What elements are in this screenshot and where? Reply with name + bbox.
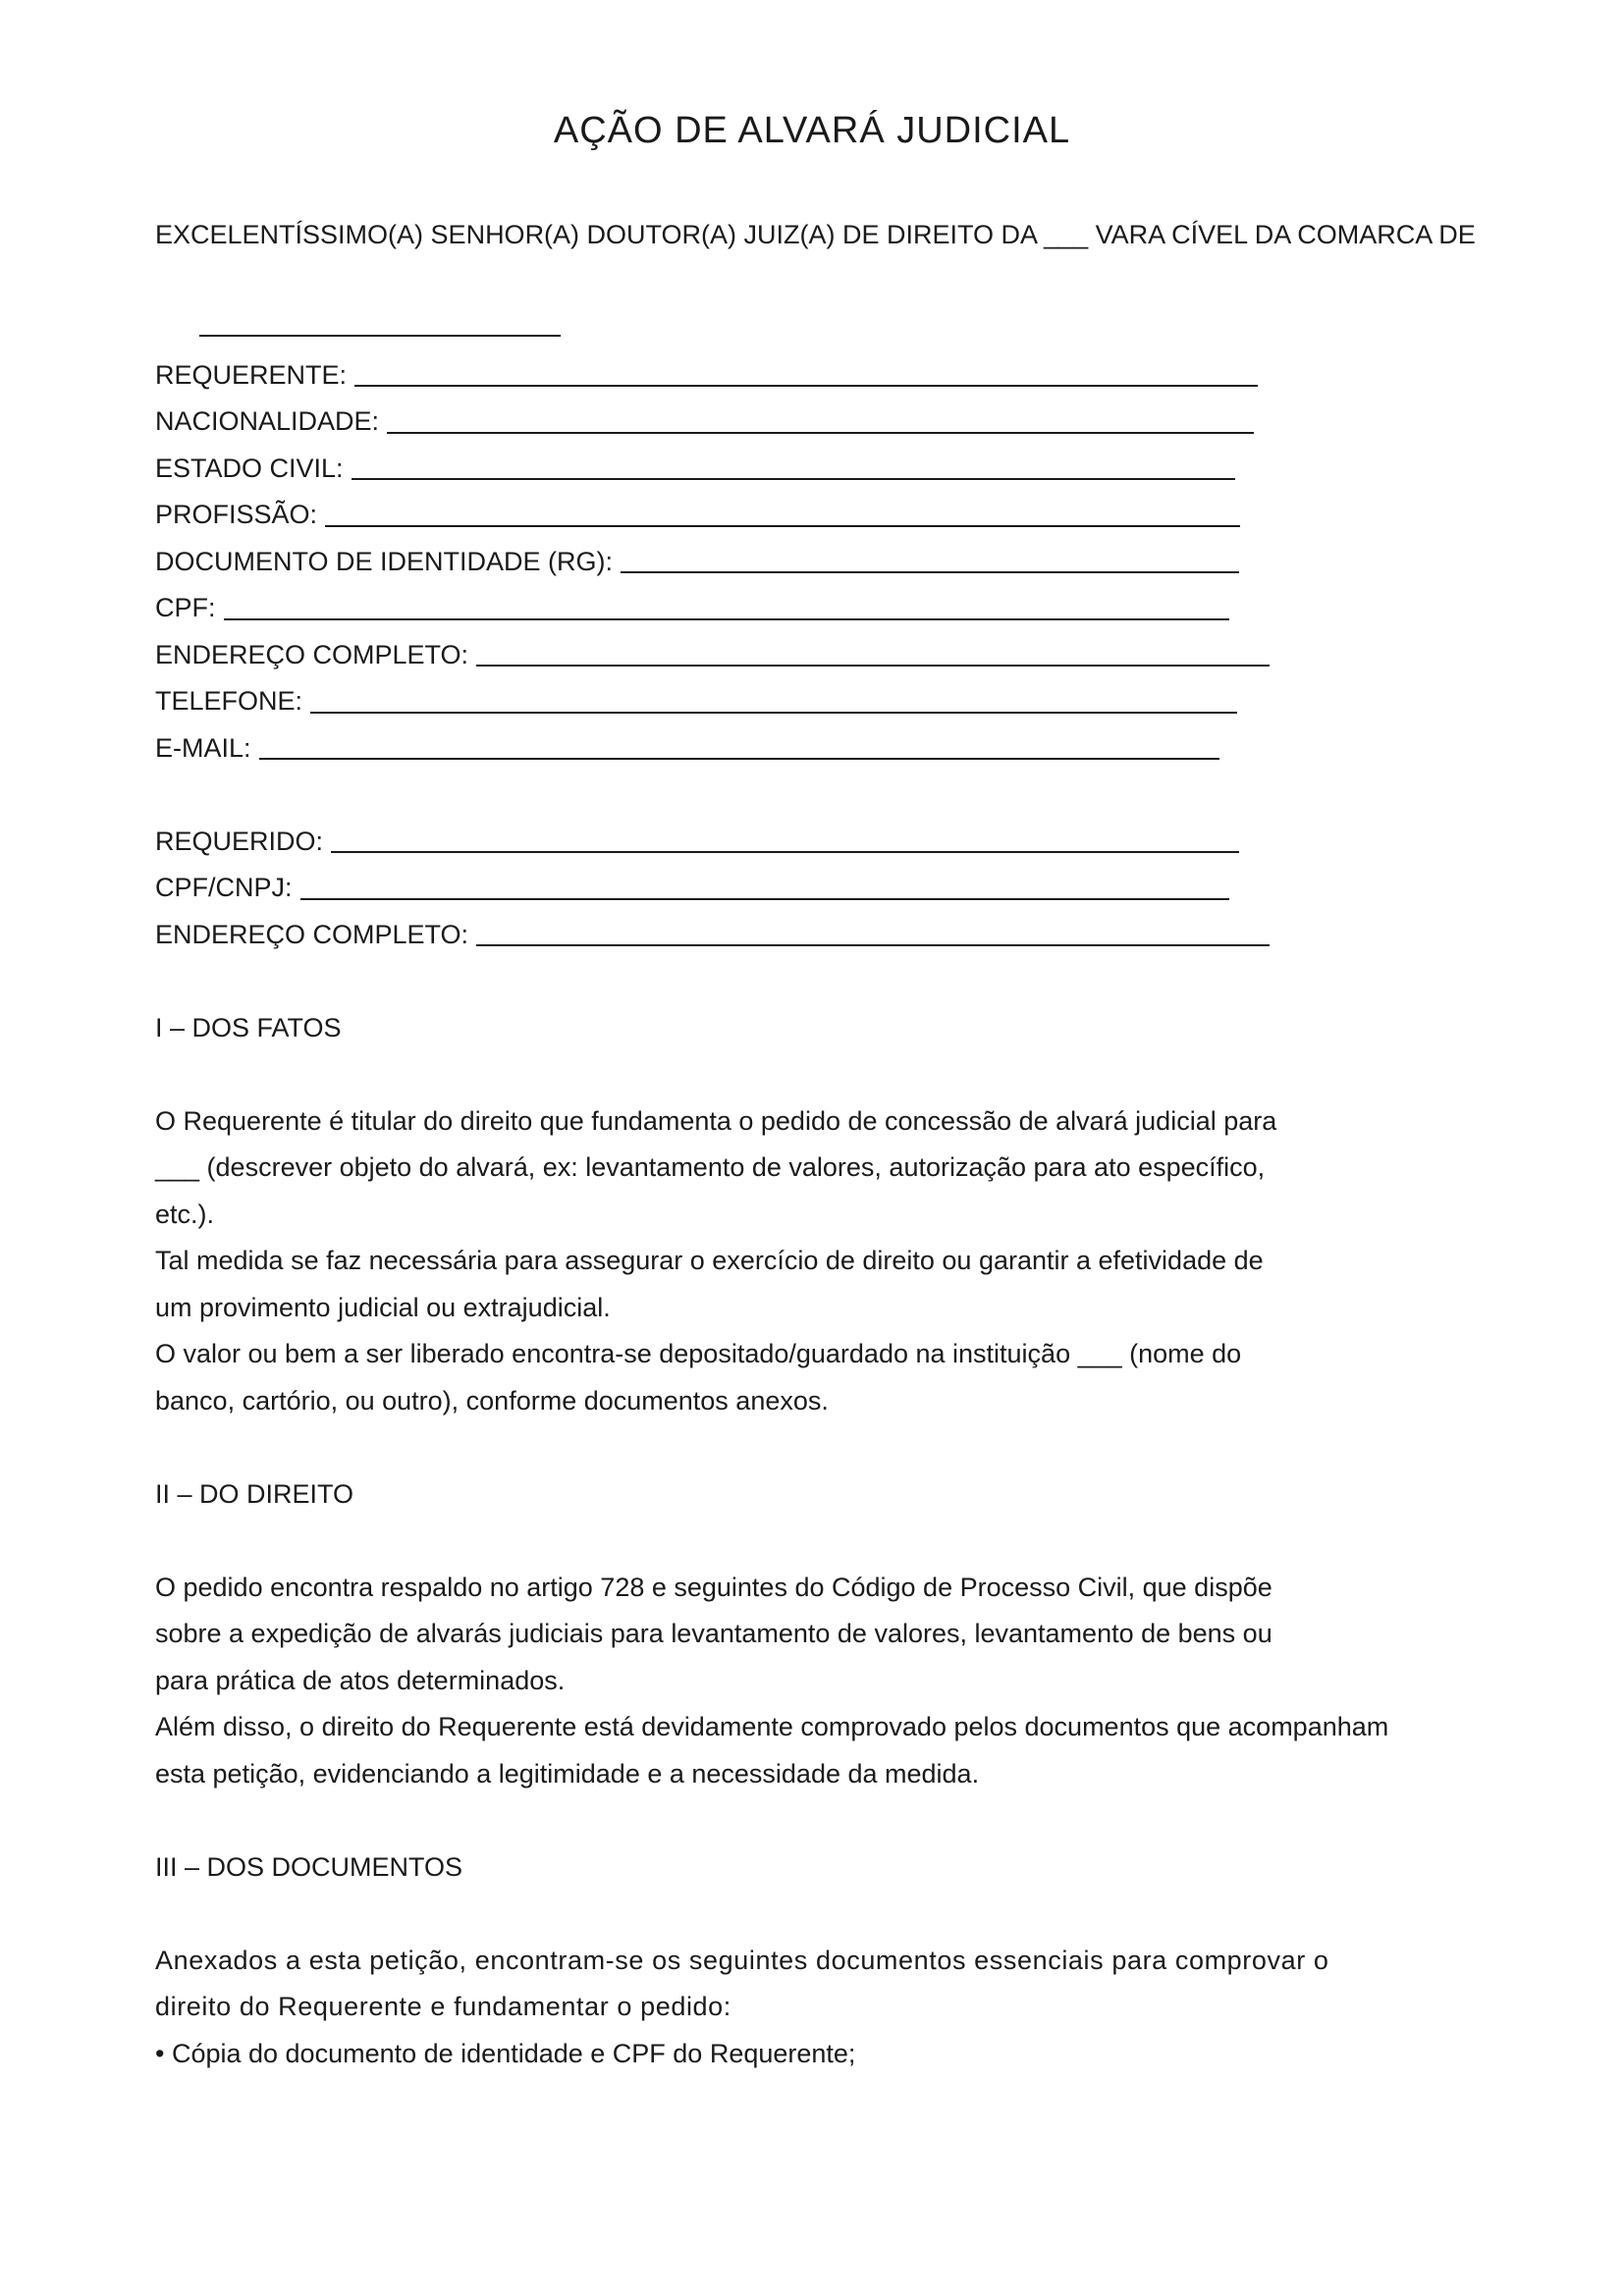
- spacer: [155, 958, 1530, 1005]
- paragraph-line: etc.).: [155, 1199, 215, 1229]
- cpf-blank-line: [224, 591, 1229, 620]
- addressee-line: EXCELENTÍSSIMO(A) SENHOR(A) DOUTOR(A) JUIZ(A) DE DIREITO DA ___ VARA CÍVEL DA COMARCA DE: [155, 220, 1476, 249]
- requerente-label: REQUERENTE:: [155, 359, 348, 390]
- spacer: [155, 1051, 1530, 1098]
- requerido-endereco-label: ENDEREÇO COMPLETO:: [155, 919, 469, 949]
- comarca-blank-line: [199, 313, 561, 337]
- profissao-label: PROFISSÃO:: [155, 500, 318, 529]
- paragraph-line: direito do Requerente e fundamentar o pedido:: [155, 1992, 731, 2021]
- paragraph-line: O pedido encontra respaldo no artigo 728 e seguintes do Código de Processo Civil, que dispõe: [155, 1572, 1272, 1602]
- cpf-cnpj-field: [155, 865, 1530, 912]
- telefone-field: [155, 678, 1530, 725]
- email-blank-line: [259, 730, 1219, 760]
- requerido-endereco-field: [155, 912, 1530, 959]
- spacer: [155, 772, 1530, 819]
- paragraph-line: um provimento judicial ou extrajudicial.: [155, 1292, 611, 1322]
- endereco-label: ENDEREÇO COMPLETO:: [155, 639, 469, 669]
- paragraph-line: sobre a expedição de alvarás judiciais para levantamento de valores, levantamento de bens ou: [155, 1619, 1272, 1648]
- nacionalidade-field: [155, 399, 1530, 446]
- requerido-endereco-blank-line: [476, 917, 1270, 946]
- profissao-field: [155, 492, 1530, 539]
- requerente-block: [155, 352, 1530, 773]
- rg-field: [155, 539, 1530, 586]
- profissao-blank-line: [325, 498, 1240, 527]
- spacer: [155, 1891, 1530, 1938]
- cpf-cnpj-label: CPF/CNPJ:: [155, 873, 293, 902]
- section-heading-documentos: III – DOS DOCUMENTOS: [155, 1851, 463, 1882]
- requerido-blank-line: [331, 824, 1239, 853]
- cpf-cnpj-blank-line: [300, 871, 1229, 900]
- requerente-blank-line: [354, 357, 1258, 387]
- paragraph-line: Anexados a esta petição, encontram-se os seguintes documentos essenciais para comprovar o: [155, 1945, 1329, 1975]
- section-heading-direito: II – DO DIREITO: [155, 1478, 354, 1509]
- paragraph-line: esta petição, evidenciando a legitimidade e a necessidade da medida.: [155, 1758, 980, 1789]
- telefone-label: TELEFONE:: [155, 686, 303, 716]
- requerente-field: [155, 352, 1530, 400]
- paragraph-line: Além disso, o direito do Requerente está devidamente comprovado pelos documentos que acompanham: [155, 1712, 1389, 1741]
- paragraph-line: O Requerente é titular do direito que fundamenta o pedido de concessão de alvará judicial para: [155, 1105, 1277, 1136]
- section-heading-fatos: I – DOS FATOS: [155, 1012, 342, 1042]
- section-direito-body: [155, 1565, 1530, 1798]
- nacionalidade-label: NACIONALIDADE:: [155, 406, 380, 436]
- cpf-field: [155, 585, 1530, 632]
- document-title: AÇÃO DE ALVARÁ JUDICIAL: [553, 110, 1071, 151]
- estado-civil-blank-line: [352, 451, 1235, 480]
- section-fatos-body: [155, 1098, 1530, 1425]
- endereco-field: [155, 632, 1530, 679]
- cpf-label: CPF:: [155, 593, 216, 622]
- requerido-label: REQUERIDO:: [155, 826, 324, 856]
- spacer: [155, 1797, 1530, 1844]
- paragraph-line: para prática de atos determinados.: [155, 1665, 566, 1695]
- paragraph-line: banco, cartório, ou outro), conforme documentos anexos.: [155, 1385, 829, 1415]
- spacer: [155, 1424, 1530, 1471]
- estado-civil-field: [155, 446, 1530, 493]
- nacionalidade-blank-line: [387, 404, 1254, 434]
- requerido-block: [155, 819, 1530, 959]
- estado-civil-label: ESTADO CIVIL:: [155, 453, 344, 483]
- document-body: [155, 212, 1530, 2077]
- paragraph-line: Tal medida se faz necessária para assegurar o exercício de direito ou garantir a efetividade de: [155, 1246, 1264, 1275]
- rg-label: DOCUMENTO DE IDENTIDADE (RG):: [155, 546, 614, 576]
- endereco-blank-line: [476, 637, 1270, 667]
- bullet-item: • Cópia do documento de identidade e CPF do Requerente;: [155, 2038, 856, 2068]
- email-field: [155, 725, 1530, 773]
- rg-blank-line: [621, 544, 1239, 573]
- telefone-blank-line: [310, 684, 1237, 714]
- addressee-comarca-blank: [155, 259, 1530, 306]
- section-documentos-body: [155, 1938, 1530, 2078]
- spacer: [155, 1518, 1530, 1565]
- email-label: E-MAIL:: [155, 732, 251, 763]
- paragraph-line: O valor ou bem a ser liberado encontra-se depositado/guardado na instituição ___ (nome do: [155, 1339, 1242, 1368]
- paragraph-line: ___ (descrever objeto do alvará, ex: levantamento de valores, autorização para ato específico,: [155, 1152, 1266, 1182]
- requerido-field: [155, 819, 1530, 866]
